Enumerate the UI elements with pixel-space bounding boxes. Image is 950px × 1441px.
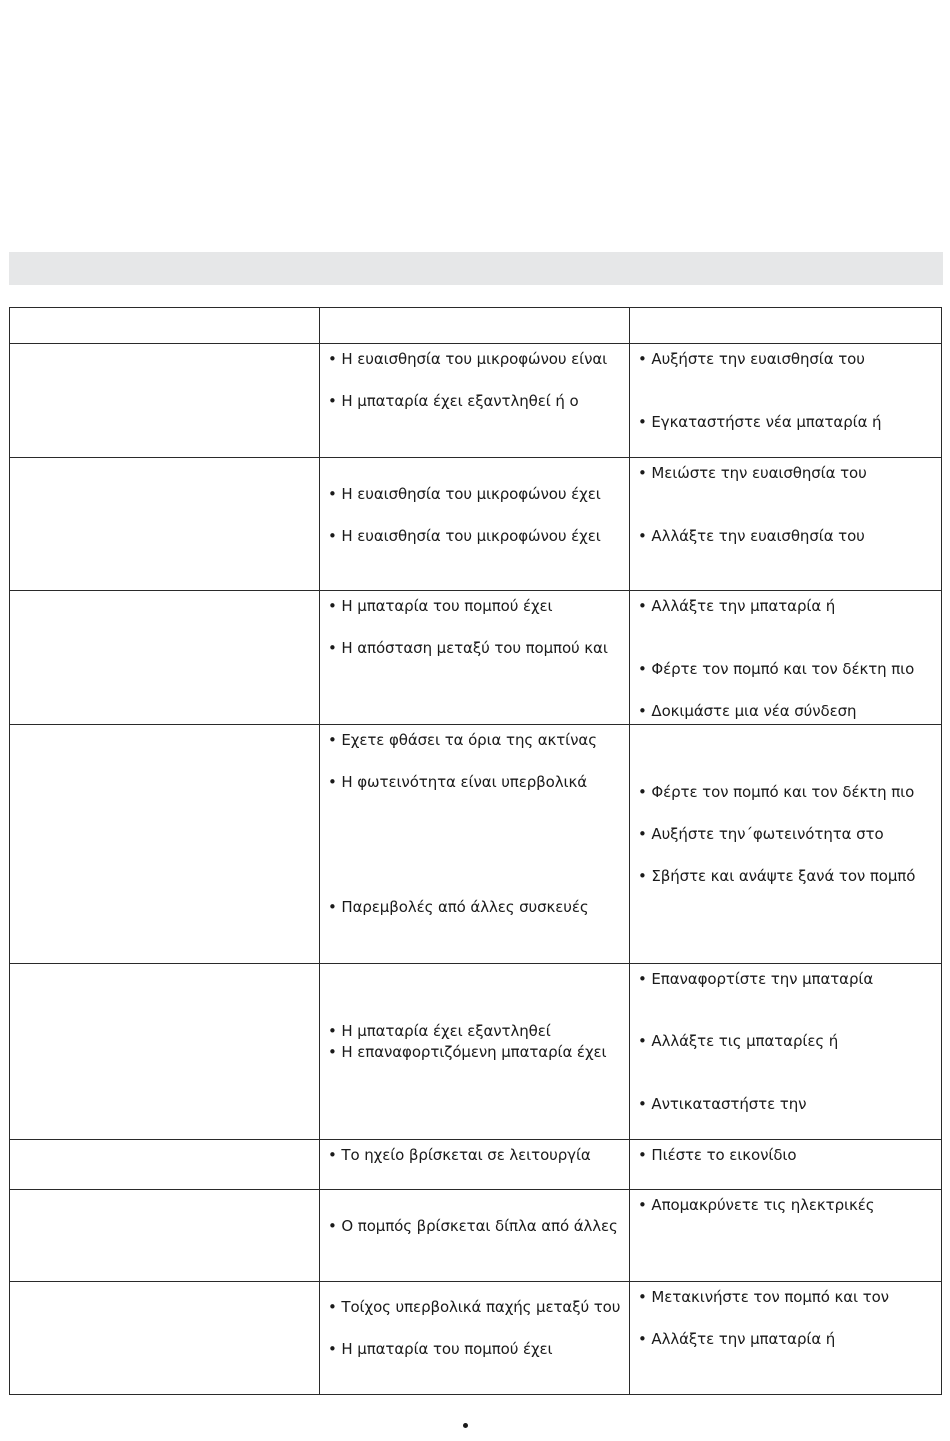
- header-cell-solution: [630, 308, 942, 344]
- solution-text: • Αυξήστε την΄φωτεινότητα στο: [638, 825, 884, 843]
- solution-text: • Μετακινήστε τον πομπό και τον: [638, 1288, 889, 1306]
- cause-text: • Η μπαταρία έχει εξαντληθεί: [328, 1022, 551, 1040]
- cause-text: • Η μπαταρία έχει εξαντληθεί ή ο: [328, 392, 579, 410]
- cause-text: • Η μπαταρία του πομπού έχει: [328, 597, 553, 615]
- cause-text: • Η ευαισθησία του μικροφώνου έχει: [328, 485, 601, 503]
- cause-text: • Η φωτεινότητα είναι υπερβολικά: [328, 773, 587, 791]
- table-row: [10, 458, 942, 591]
- solution-text: • Σβήστε και ανάψτε ξανά τον πομπό: [638, 867, 916, 885]
- table-row: [10, 591, 942, 725]
- troubleshooting-table: [9, 307, 942, 1395]
- cause-cell: [320, 725, 630, 964]
- cause-cell: [320, 344, 630, 458]
- cause-text: • Η ευαισθησία του μικροφώνου έχει: [328, 527, 601, 545]
- solution-cell: [630, 964, 942, 1140]
- cause-text: • Παρεμβολές από άλλες συσκευές: [328, 898, 589, 916]
- solution-text: • Δοκιμάστε μια νέα σύνδεση: [638, 702, 857, 720]
- solution-text: • Αλλάξτε την ευαισθησία του: [638, 527, 865, 545]
- solution-text: • Αλλάξτε την μπαταρία ή: [638, 597, 836, 615]
- problem-cell: [10, 458, 320, 591]
- solution-text: • Πιέστε το εικονίδιο: [638, 1146, 797, 1164]
- cause-text: • Η ευαισθησία του μικροφώνου είναι: [328, 350, 608, 368]
- cause-text: • Εχετε φθάσει τα όρια της ακτίνας: [328, 731, 597, 749]
- solution-text: • Αυξήστε την ευαισθησία του: [638, 350, 865, 368]
- problem-cell: [10, 1140, 320, 1190]
- cause-cell: [320, 591, 630, 725]
- solution-text: • Αλλάξτε τις μπαταρίες ή: [638, 1032, 839, 1050]
- cause-text: • Η μπαταρία του πομπού έχει: [328, 1340, 553, 1358]
- solution-cell: [630, 1190, 942, 1282]
- cause-text: • Τοίχος υπερβολικά παχής μεταξύ του: [328, 1298, 621, 1316]
- cause-cell: [320, 964, 630, 1140]
- cause-text: • Ο πομπός βρίσκεται δίπλα από άλλες: [328, 1217, 618, 1235]
- solution-text: • Φέρτε τον πομπό και τον δέκτη πιο: [638, 783, 915, 801]
- solution-cell: [630, 591, 942, 725]
- solution-cell: [630, 344, 942, 458]
- solution-cell: [630, 1282, 942, 1395]
- table-row: [10, 344, 942, 458]
- solution-text: • Εγκαταστήστε νέα μπαταρία ή: [638, 413, 882, 431]
- table-row: [10, 725, 942, 964]
- solution-cell: [630, 458, 942, 591]
- solution-text: • Απομακρύνετε τις ηλεκτρικές: [638, 1196, 875, 1214]
- solution-text: • Μειώστε την ευαισθησία του: [638, 464, 867, 482]
- cause-cell: [320, 1140, 630, 1190]
- solution-cell: [630, 1140, 942, 1190]
- table-header-row: [10, 308, 942, 344]
- table-row: [10, 1190, 942, 1282]
- solution-text: • Φέρτε τον πομπό και τον δέκτη πιο: [638, 660, 915, 678]
- section-header-band: [9, 252, 943, 285]
- header-cell-cause: [320, 308, 630, 344]
- cause-cell: [320, 458, 630, 591]
- cause-cell: [320, 1190, 630, 1282]
- page-bullet-marker: [463, 1423, 468, 1428]
- cause-text: • Το ηχείο βρίσκεται σε λειτουργία: [328, 1146, 591, 1164]
- problem-cell: [10, 591, 320, 725]
- table-row: [10, 964, 942, 1140]
- problem-cell: [10, 725, 320, 964]
- solution-cell: [630, 725, 942, 964]
- problem-cell: [10, 344, 320, 458]
- cause-text: • Η απόσταση μεταξύ του πομπού και: [328, 639, 608, 657]
- solution-text: • Αντικαταστήστε την: [638, 1095, 807, 1113]
- table-row: [10, 1140, 942, 1190]
- problem-cell: [10, 1190, 320, 1282]
- table-row: [10, 1282, 942, 1395]
- problem-cell: [10, 964, 320, 1140]
- solution-text: • Επαναφορτίστε την μπαταρία: [638, 970, 874, 988]
- problem-cell: [10, 1282, 320, 1395]
- cause-text: • Η επαναφορτιζόμενη μπαταρία έχει: [328, 1043, 607, 1061]
- solution-text: • Αλλάξτε την μπαταρία ή: [638, 1330, 836, 1348]
- cause-cell: [320, 1282, 630, 1395]
- header-cell-problem: [10, 308, 320, 344]
